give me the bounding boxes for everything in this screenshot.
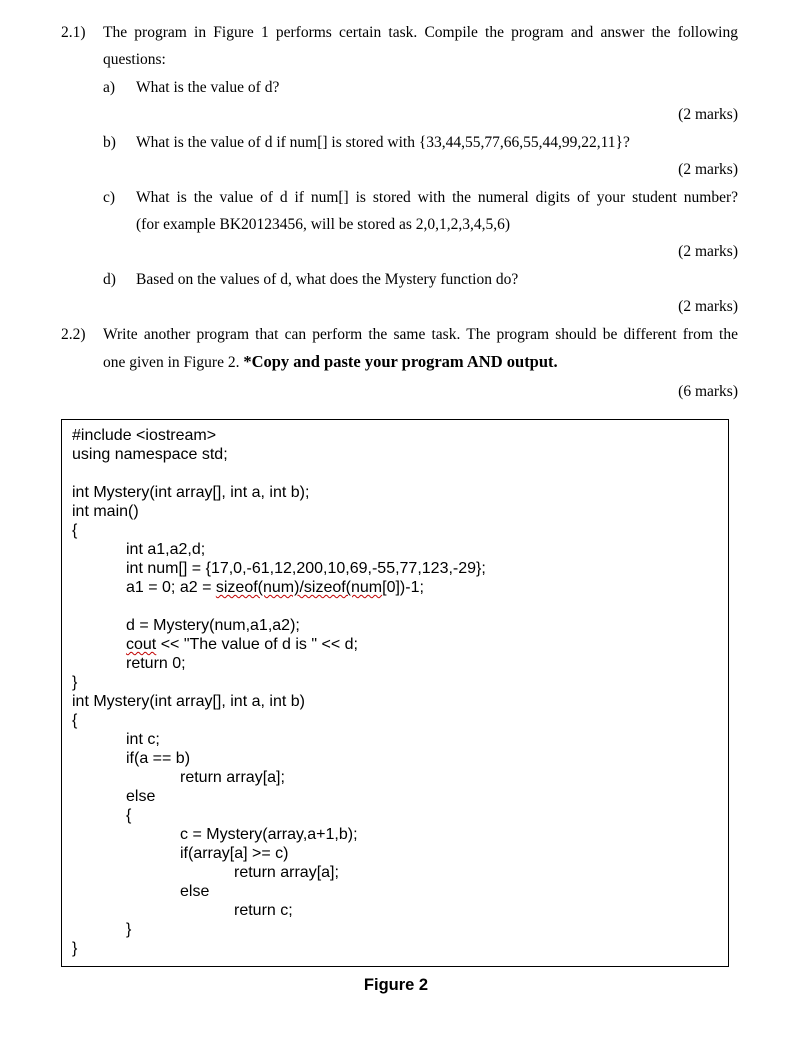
code-line: return array[a]; (180, 769, 285, 786)
code-line: int num[] = {17,0,-61,12,200,10,69,-55,77,123,-29}; (126, 560, 486, 577)
code-line (126, 635, 358, 654)
code-line: int main() (72, 503, 139, 520)
code-line: } (126, 921, 132, 938)
part-a-label: a) (103, 79, 116, 96)
code-line: if(a == b) (126, 750, 191, 767)
question-2-2-number: 2.2) (61, 326, 86, 343)
part-d-text: Based on the values of d, what does the Mystery function do? (136, 271, 519, 288)
question-2-2-line1: Write another program that can perform the same task. The program should be different from the (103, 326, 738, 343)
code-line: if(array[a] >= c) (180, 845, 289, 862)
question-2-2-marks: (6 marks) (678, 383, 738, 400)
code-line (126, 578, 424, 597)
part-d-marks: (2 marks) (678, 298, 738, 315)
part-c-marks: (2 marks) (678, 243, 738, 260)
question-2-2-line2 (103, 352, 558, 373)
code-line: { (126, 807, 132, 824)
part-c-text-line2: (for example BK20123456, will be stored as 2,0,1,2,3,4,5,6) (136, 216, 511, 233)
figure-caption: Figure 2 (363, 976, 429, 994)
part-c-label: c) (103, 189, 116, 206)
part-a-marks: (2 marks) (678, 106, 738, 123)
code-line: else (180, 883, 210, 900)
code-line: int Mystery(int array[], int a, int b) (72, 693, 305, 710)
code-line: { (72, 522, 78, 539)
code-fragment: [0])-1; (382, 579, 424, 596)
question-2-2-instruction: *Copy and paste your program AND output. (243, 352, 558, 371)
question-2-1-intro-line1: The program in Figure 1 performs certain task. Compile the program and answer the following (103, 24, 738, 41)
part-a-text: What is the value of d? (136, 79, 280, 96)
part-b-text: What is the value of d if num[] is stored with {33,44,55,77,66,55,44,99,22,11}? (136, 134, 630, 151)
code-line: return array[a]; (234, 864, 339, 881)
code-line: using namespace std; (72, 446, 228, 463)
spellcheck-underline: sizeof(num)/sizeof(num (215, 579, 383, 596)
code-line: c = Mystery(array,a+1,b); (180, 826, 358, 843)
part-b-marks: (2 marks) (678, 161, 738, 178)
code-listing-box (61, 419, 729, 967)
code-line: } (72, 674, 78, 691)
code-line: int c; (126, 731, 160, 748)
question-2-2-line2-text: one given in Figure 2. (103, 354, 244, 371)
question-2-1-number: 2.1) (61, 24, 86, 41)
code-line: int Mystery(int array[], int a, int b); (72, 484, 310, 501)
code-line: return c; (234, 902, 293, 919)
code-fragment: a1 = 0; a2 = (126, 579, 216, 596)
question-2-1-intro-line2: questions: (103, 51, 166, 68)
part-b-label: b) (103, 134, 116, 151)
code-line: int a1,a2,d; (126, 541, 206, 558)
code-line: } (72, 940, 78, 957)
code-line: #include <iostream> (72, 427, 217, 444)
code-line: else (126, 788, 156, 805)
code-fragment: << "The value of d is " << d; (156, 636, 358, 653)
code-line: { (72, 712, 78, 729)
part-d-label: d) (103, 271, 116, 288)
spellcheck-underline: cout (126, 636, 157, 653)
code-line: return 0; (126, 655, 186, 672)
code-line: d = Mystery(num,a1,a2); (126, 617, 300, 634)
part-c-text-line1: What is the value of d if num[] is stored with the numeral digits of your student number? (136, 189, 738, 206)
